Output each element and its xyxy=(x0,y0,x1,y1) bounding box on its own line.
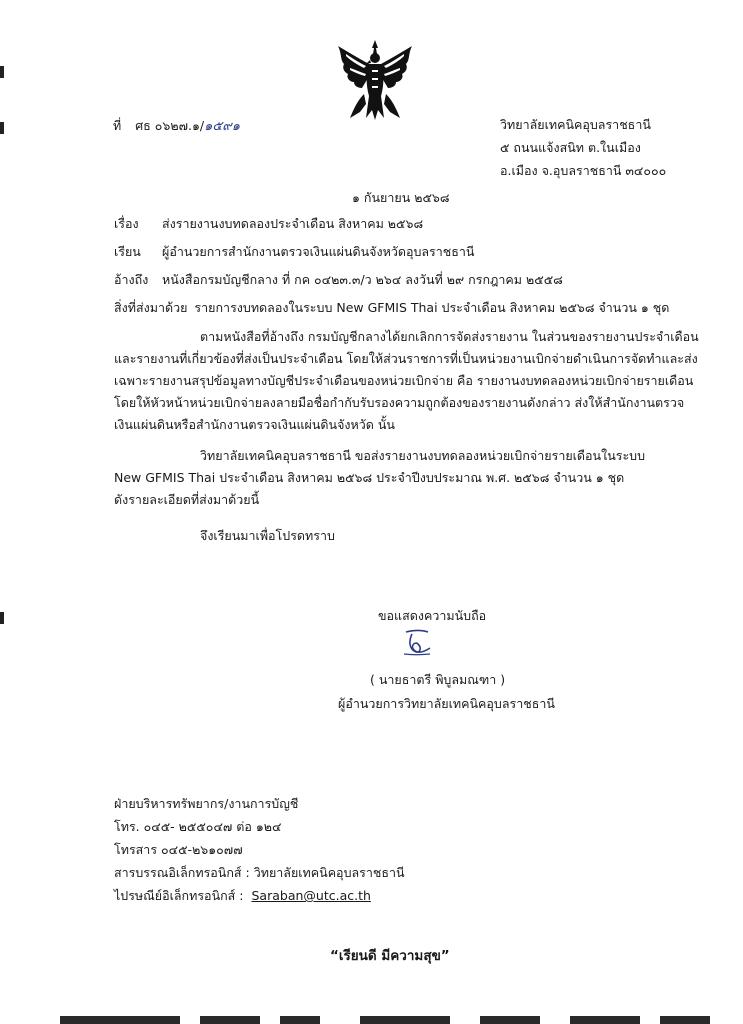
recipient-text: ผู้อำนวยการสำนักงานตรวจเงินแผ่นดินจังหวัดอุบลราชธานี xyxy=(162,244,475,259)
closing-phrase: ขอแสดงความนับถือ xyxy=(378,608,487,623)
contact-department: ฝ่ายบริหารทรัพยากร/งานการบัญชี xyxy=(114,796,299,811)
contact-fax: โทรสาร ๐๔๕-๒๖๑๐๗๗ xyxy=(114,842,243,857)
contact-saraban: สารบรรณอิเล็กทรอนิกส์ : วิทยาลัยเทคนิคอุบลราชธานี xyxy=(114,865,405,880)
recipient-label: เรียน xyxy=(114,244,141,259)
body-paragraph-2 xyxy=(114,445,646,511)
signer-position: ผู้อำนวยการวิทยาลัยเทคนิคอุบลราชธานี xyxy=(338,696,555,711)
scan-bottom-strip xyxy=(0,1014,743,1024)
subject-line xyxy=(114,214,423,234)
ref-number-handwritten: ๑๕๙๑ xyxy=(204,119,240,134)
reference-line xyxy=(114,270,563,290)
ref-number: ศธ ๐๖๒๗.๑/ xyxy=(135,118,205,133)
para2-line: New GFMIS Thai ประจำเดือน สิงหาคม ๒๕๖๘ ประจำปีงบประมาณ พ.ศ. ๒๕๖๘ จำนวน ๑ ชุด xyxy=(114,470,625,485)
reference-number xyxy=(113,115,240,136)
address-line-1: ๕ ถนนแจ้งสนิท ต.ในเมือง xyxy=(500,140,641,155)
enclosure-text: รายการงบทดลองในระบบ New GFMIS Thai ประจำเดือน สิงหาคม ๒๕๖๘ จำนวน ๑ ชุด xyxy=(194,300,670,315)
enclosure-line xyxy=(114,298,669,318)
contact-tel: โทร. ๐๔๕- ๒๕๕๐๔๗ ต่อ ๑๒๔ xyxy=(114,819,282,834)
para2-line: ดังรายละเอียดที่ส่งมาด้วยนี้ xyxy=(114,492,260,507)
para2-line: วิทยาลัยเทคนิคอุบลราชธานี ขอส่งรายงานงบทดลองหน่วยเบิกจ่ายรายเดือนในระบบ xyxy=(200,448,646,463)
email-link[interactable]: Saraban@utc.ac.th xyxy=(251,888,371,903)
letter-date: ๑ กันยายน ๒๕๖๘ xyxy=(352,190,450,205)
ref-label: ที่ xyxy=(113,118,122,133)
reference-text: หนังสือกรมบัญชีกลาง ที่ กค ๐๔๒๓.๓/ว ๒๖๔ ลงวันที่ ๒๙ กรกฎาคม ๒๕๕๘ xyxy=(162,272,563,287)
signer-name: ( นายธาตรี พิบูลมณฑา ) xyxy=(370,672,506,687)
subject-label: เรื่อง xyxy=(114,216,139,231)
para1-line: ตามหนังสือที่อ้างถึง กรมบัญชีกลางได้ยกเลิกการจัดส่งรายงาน ในส่วนของรายงานประจำเดือน xyxy=(200,329,699,344)
para1-line: เงินแผ่นดินหรือสำนักงานตรวจเงินแผ่นดินจังหวัด นั้น xyxy=(114,417,395,432)
contact-email-line xyxy=(114,886,371,906)
org-name: วิทยาลัยเทคนิคอุบลราชธานี xyxy=(500,117,651,132)
motto: “เรียนดี มีความสุข” xyxy=(330,948,450,964)
para1-line: โดยให้หัวหน้าหน่วยเบิกจ่ายลงลายมือชื่อกำกับรับรองความถูกต้องของรายงานดังกล่าว ส่งให้สำนักงานตรวจ xyxy=(114,395,685,410)
body-paragraph-1 xyxy=(114,326,699,436)
email-label: ไปรษณีย์อิเล็กทรอนิกส์ : xyxy=(114,888,244,903)
scan-mark xyxy=(0,612,4,624)
scan-mark xyxy=(0,122,4,134)
para1-line: และรายงานที่เกี่ยวข้องที่ส่งเป็นประจำเดือน โดยให้ส่วนราชการที่เป็นหน่วยงานเบิกจ่ายดำเนินการจัดทำและส่ง xyxy=(114,351,698,366)
recipient-line xyxy=(114,242,474,262)
subject-text: ส่งรายงานงบทดลองประจำเดือน สิงหาคม ๒๕๖๘ xyxy=(162,216,424,231)
signature-icon xyxy=(400,628,434,658)
body-paragraph-3: จึงเรียนมาเพื่อโปรดทราบ xyxy=(200,528,335,543)
garuda-emblem-icon xyxy=(336,38,414,122)
address-line-2: อ.เมือง จ.อุบลราชธานี ๓๔๐๐๐ xyxy=(500,163,667,178)
enclosure-label: สิ่งที่ส่งมาด้วย xyxy=(114,300,188,315)
reference-label: อ้างถึง xyxy=(114,272,149,287)
para1-line: เฉพาะรายงานสรุปข้อมูลทางบัญชีประจำเดือนของหน่วยเบิกจ่าย คือ รายงานงบทดลองหน่วยเบิกจ่ายรายเดือน xyxy=(114,373,694,388)
scan-mark xyxy=(0,66,4,78)
